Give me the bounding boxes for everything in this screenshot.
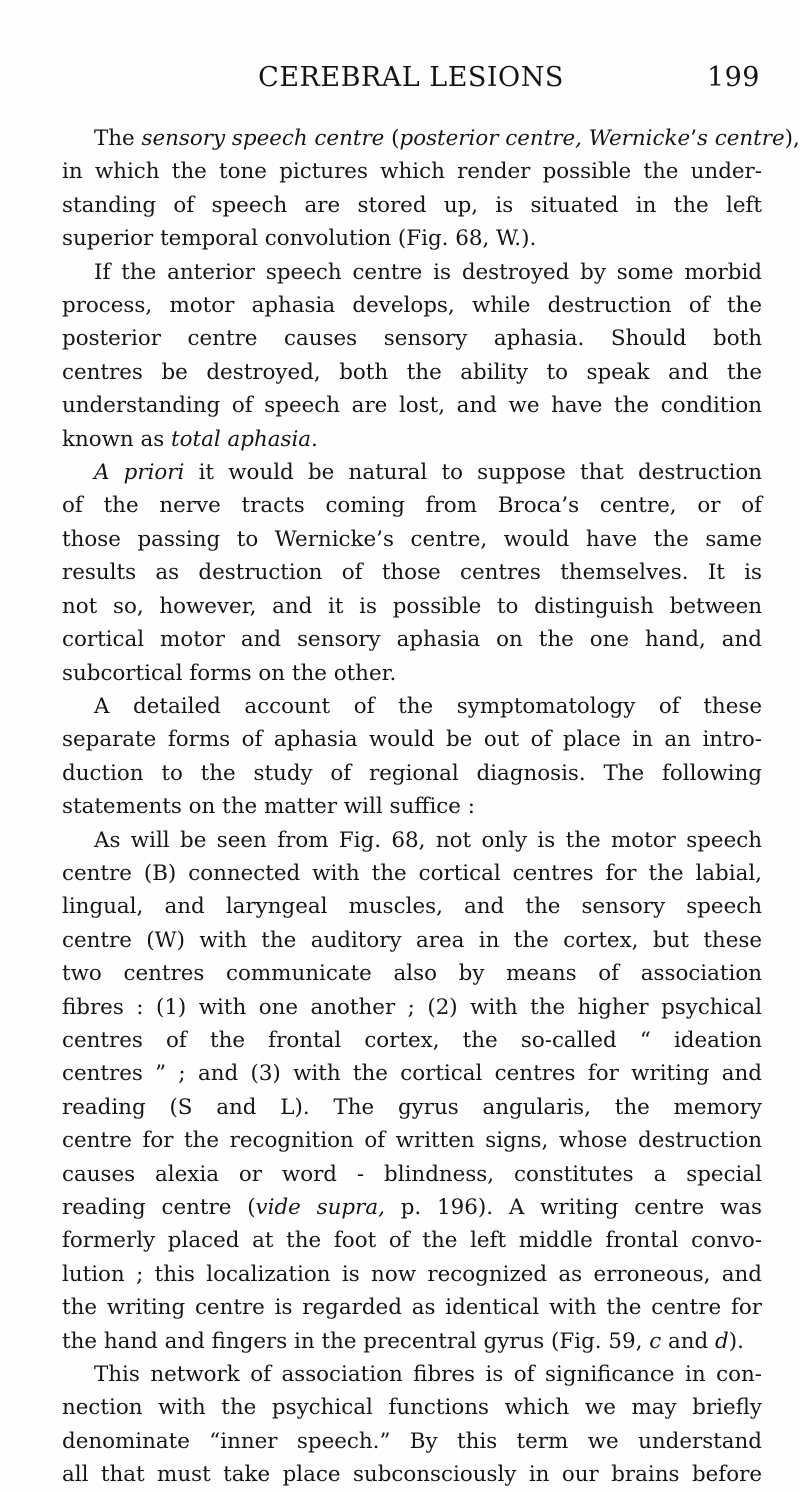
text-line [62, 1258, 762, 1291]
text-line [62, 690, 762, 723]
text-line [62, 423, 762, 456]
text-run: fibres : (1) with one another ; (2) with the higher psychical [62, 994, 762, 1020]
text-line [62, 322, 762, 355]
text-line [62, 155, 762, 188]
text-run: ). [728, 1328, 744, 1354]
text-run: centres be destroyed, both the ability to speak and the [62, 359, 762, 385]
text-line [62, 924, 762, 957]
text-line [62, 189, 762, 222]
italic-text: total aphasia. [171, 426, 318, 452]
page-number: 199 [706, 62, 760, 93]
text-line [62, 1425, 762, 1458]
text-line [62, 1158, 762, 1191]
text-run: ’ [690, 126, 697, 151]
text-line [62, 790, 762, 823]
running-header [62, 62, 760, 102]
text-run: The [94, 126, 142, 151]
text-line [62, 657, 762, 690]
text-run: A detailed account of the symptomatology of these [94, 693, 762, 719]
text-line [62, 456, 762, 489]
paragraph [62, 690, 762, 824]
text-run: and [661, 1328, 716, 1354]
paragraph [62, 122, 800, 256]
text-line [62, 824, 762, 857]
text-line [62, 389, 762, 422]
text-run: separate forms of aphasia would be out of place in an intro- [62, 727, 762, 753]
text-run: centre (W) with the auditory area in the cortex, but these [62, 927, 762, 953]
paragraph [62, 824, 762, 1359]
text-line [62, 1291, 762, 1324]
paragraph [62, 256, 762, 456]
italic-text: posterior centre, Wernicke [399, 126, 691, 151]
text-run: superior temporal convolution (Fig. 68, W.). [62, 226, 537, 252]
text-run: known as [62, 426, 172, 452]
text-line [62, 623, 762, 656]
text-run: reading (S and L). The gyrus angularis, the memory [62, 1094, 762, 1120]
body-text [62, 122, 800, 1492]
text-run: duction to the study of regional diagnosis. The following [62, 760, 762, 786]
text-line [62, 1091, 762, 1124]
paragraph [62, 1358, 762, 1492]
text-run: posterior centre causes sensory aphasia. Should both [62, 326, 762, 352]
text-line [62, 523, 762, 556]
text-run: ), [784, 126, 800, 151]
text-run: process, motor aphasia develops, while destruction of the [62, 293, 762, 319]
text-line [62, 723, 762, 756]
text-run: statements on the matter will suffice : [62, 794, 475, 820]
text-run: the hand and fingers in the precentral gyrus (Fig. 59, [62, 1328, 650, 1354]
text-line [62, 957, 762, 990]
text-run: denominate “inner speech.” By this term we understand [62, 1428, 762, 1454]
text-line [62, 890, 762, 923]
chapter-title: CEREBRAL LESIONS [258, 62, 564, 93]
text-run: centres ” ; and (3) with the cortical centres for writing and [62, 1061, 762, 1087]
text-line [62, 1224, 762, 1257]
italic-text: s centre [696, 126, 785, 151]
italic-text: sensory speech centre [141, 126, 385, 151]
text-line [62, 1191, 762, 1224]
text-line [62, 1358, 762, 1391]
text-run: all that must take place subconsciously in our brains before [62, 1462, 762, 1488]
text-line [62, 757, 762, 790]
text-line [62, 1024, 762, 1057]
text-run: of the nerve tracts coming from Broca’s centre, or of [62, 493, 762, 519]
text-run: This network of association fibres is of significance in con- [94, 1362, 762, 1388]
text-run: cortical motor and sensory aphasia on the one hand, and [62, 627, 762, 653]
text-run: reading centre ( [62, 1195, 256, 1220]
text-run: results as destruction of those centres themselves. It is [62, 560, 762, 586]
text-run: those passing to Wernicke’s centre, would have the same [62, 526, 762, 552]
text-line [62, 857, 762, 890]
text-run: the writing centre is regarded as identical with the centre for [62, 1295, 762, 1321]
text-run: subcortical forms on the other. [62, 660, 397, 686]
text-line [62, 556, 762, 589]
text-line [62, 1124, 762, 1157]
text-run: understanding of speech are lost, and we have the condition [62, 393, 762, 419]
text-run: lingual, and laryngeal muscles, and the sensory speech [62, 894, 762, 920]
text-run: nection with the psychical functions which we may briefly [62, 1395, 762, 1421]
text-run: causes alexia or word - blindness, constitutes a special [62, 1161, 762, 1187]
text-run: As will be seen from Fig. 68, not only is the motor speech [94, 827, 762, 853]
text-line [62, 356, 762, 389]
text-line [62, 1391, 762, 1424]
text-run: p. 196). A writing centre was [384, 1195, 762, 1220]
text-run: it would be natural to suppose that destruction [184, 460, 762, 486]
text-line [62, 256, 762, 289]
text-run: formerly placed at the foot of the left middle frontal convo- [62, 1228, 762, 1254]
text-run: not so, however, and it is possible to distinguish between [62, 593, 762, 619]
text-run: standing of speech are stored up, is situated in the left [62, 192, 762, 218]
text-line [62, 991, 762, 1024]
text-run: If the anterior speech centre is destroyed by some morbid [94, 259, 762, 285]
text-run: in which the tone pictures which render possible the under- [62, 159, 762, 185]
italic-text: vide supra, [255, 1195, 385, 1220]
italic-text: A priori [94, 460, 185, 486]
text-run: centre for the recognition of written signs, whose destruction [62, 1128, 762, 1154]
text-line [62, 289, 762, 322]
text-line [62, 122, 800, 155]
text-line [62, 1458, 762, 1491]
text-line [62, 1057, 762, 1090]
italic-text: c [649, 1328, 662, 1354]
text-run: two centres communicate also by means of association [62, 961, 762, 987]
italic-text: d [715, 1328, 729, 1354]
text-run: lution ; this localization is now recognized as erroneous, and [62, 1261, 762, 1287]
paragraph [62, 456, 762, 690]
text-run: centre (B) connected with the cortical centres for the labial, [62, 860, 762, 886]
text-line [62, 590, 762, 623]
text-run: ( [384, 126, 400, 151]
text-line [62, 489, 762, 522]
text-run: centres of the frontal cortex, the so-called “ ideation [62, 1027, 762, 1053]
text-line [62, 1325, 762, 1358]
text-line [62, 222, 762, 255]
